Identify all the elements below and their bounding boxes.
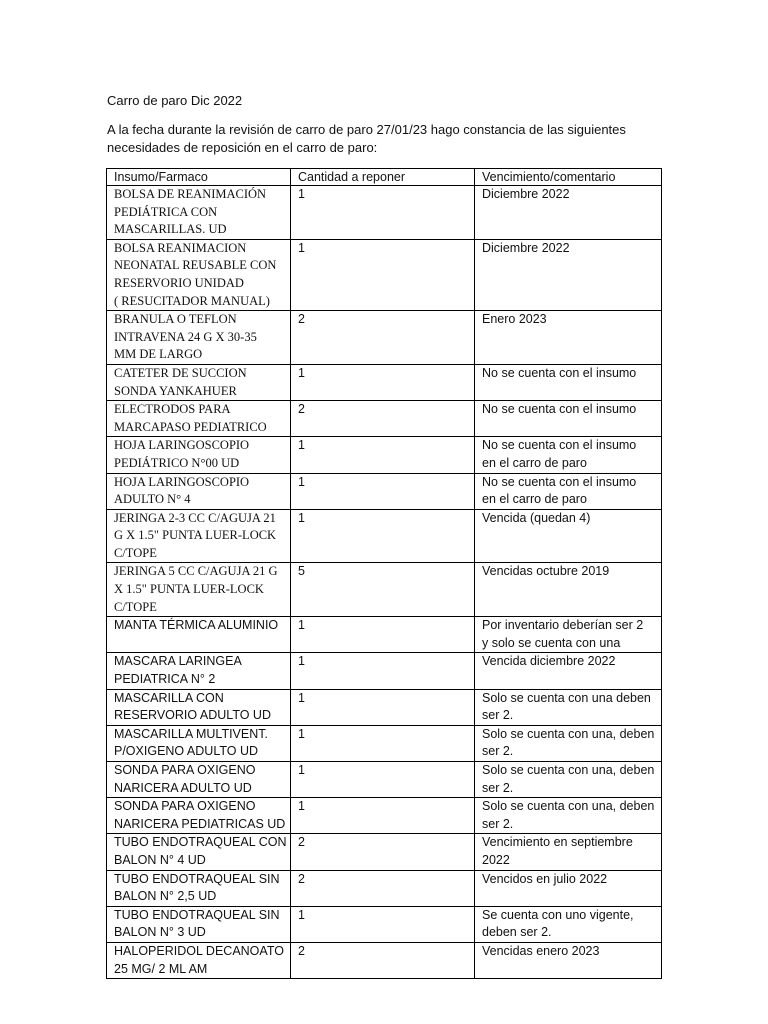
item-line: CATETER DE SUCCION	[114, 365, 247, 380]
item-cell	[107, 870, 291, 906]
item-line: ADULTO N° 4	[114, 492, 191, 507]
quantity-cell: 1	[291, 473, 475, 509]
item-line: ELECTRODOS PARA	[114, 402, 231, 417]
item-line: C/TOPE	[114, 545, 157, 560]
comment-line: ser 2.	[482, 780, 514, 795]
item-line: TUBO ENDOTRAQUEAL CON	[114, 835, 287, 850]
comment-cell	[475, 906, 662, 942]
table-row	[107, 239, 662, 310]
comment-line: No se cuenta con el insumo	[482, 474, 637, 489]
quantity-cell: 5	[291, 563, 475, 617]
item-cell	[107, 401, 291, 437]
quantity-cell: 1	[291, 437, 475, 473]
comment-line: ser 2.	[482, 816, 514, 831]
comment-line: Diciembre 2022	[482, 240, 570, 255]
comment-line: Se cuenta con uno vigente,	[482, 907, 634, 922]
comment-cell	[475, 725, 662, 761]
comment-cell	[475, 437, 662, 473]
comment-cell	[475, 798, 662, 834]
comment-line: Solo se cuenta con una, deben	[482, 799, 655, 814]
item-line: JERINGA 5 CC C/AGUJA 21 G	[114, 564, 278, 579]
item-cell	[107, 563, 291, 617]
item-line: HOJA LARINGOSCOPIO	[114, 438, 250, 453]
item-line: PEDIATRICA N° 2	[114, 672, 216, 687]
comment-line: No se cuenta con el insumo	[482, 365, 637, 380]
comment-line: Diciembre 2022	[482, 187, 570, 201]
table-header-row	[107, 169, 662, 186]
comment-line: Por inventario deberían ser 2	[482, 618, 644, 633]
item-cell	[107, 942, 291, 978]
table-row	[107, 834, 662, 870]
comment-cell	[475, 942, 662, 978]
comment-cell	[475, 563, 662, 617]
item-line: X 1.5" PUNTA LUER-LOCK	[114, 582, 264, 597]
comment-line: Vencidas enero 2023	[482, 943, 600, 958]
comment-line: No se cuenta con el insumo	[482, 438, 637, 453]
item-line: MASCARA LARINGEA	[114, 654, 242, 669]
comment-line: Vencida (quedan 4)	[482, 510, 591, 525]
item-line: MASCARILLA MULTIVENT.	[114, 726, 268, 741]
quantity-cell: 1	[291, 239, 475, 310]
comment-line: ser 2.	[482, 708, 514, 723]
quantity-cell: 1	[291, 689, 475, 725]
item-line: MASCARILLAS. UD	[114, 222, 227, 237]
table-row	[107, 509, 662, 563]
item-line: G X 1.5" PUNTA LUER-LOCK	[114, 528, 277, 543]
quantity-cell: 1	[291, 798, 475, 834]
table-row	[107, 364, 662, 400]
comment-cell	[475, 186, 662, 240]
quantity-cell: 1	[291, 364, 475, 400]
quantity-cell: 1	[291, 617, 475, 653]
comment-line: Solo se cuenta con una deben	[482, 690, 651, 705]
quantity-cell: 2	[291, 942, 475, 978]
item-line: MASCARILLA CON	[114, 690, 224, 705]
item-cell	[107, 509, 291, 563]
quantity-cell: 1	[291, 653, 475, 689]
table-row	[107, 401, 662, 437]
item-line: INTRAVENA 24 G X 30-35	[114, 329, 257, 344]
comment-cell	[475, 364, 662, 400]
comment-cell	[475, 870, 662, 906]
intro-paragraph: A la fecha durante la revisión de carro de paro 27/01/23 hago constancia de las siguientes necesidades de reposición en el carro de paro:	[107, 122, 626, 155]
header-cantidad: Cantidad a reponer	[291, 169, 475, 186]
quantity-cell: 1	[291, 725, 475, 761]
item-line: BALON N° 2,5 UD	[114, 889, 217, 904]
item-cell	[107, 311, 291, 365]
item-line: BALON N° 3 UD	[114, 925, 206, 940]
item-cell	[107, 186, 291, 240]
comment-cell	[475, 762, 662, 798]
comment-line: ser 2.	[482, 744, 514, 759]
item-cell	[107, 653, 291, 689]
item-cell	[107, 617, 291, 653]
comment-line: Vencida diciembre 2022	[482, 654, 616, 669]
table-row	[107, 653, 662, 689]
comment-line: en el carro de paro	[482, 492, 587, 507]
table-row	[107, 798, 662, 834]
item-line: RESERVORIO ADULTO UD	[114, 708, 271, 723]
item-line: HALOPERIDOL DECANOATO	[114, 943, 284, 958]
comment-cell	[475, 311, 662, 365]
comment-line: Solo se cuenta con una, deben	[482, 726, 655, 741]
header-vencimiento: Vencimiento/comentario	[475, 169, 662, 186]
quantity-cell: 2	[291, 311, 475, 365]
comment-cell	[475, 473, 662, 509]
quantity-cell: 1	[291, 906, 475, 942]
item-line: ( RESUCITADOR MANUAL)	[114, 293, 270, 308]
comment-line: Enero 2023	[482, 312, 547, 327]
header-insumo: Insumo/Farmaco	[107, 169, 291, 186]
item-line: BOLSA REANIMACION	[114, 240, 247, 255]
quantity-cell: 2	[291, 834, 475, 870]
comment-cell	[475, 239, 662, 310]
item-cell	[107, 798, 291, 834]
item-line: BOLSA DE REANIMACIÓN	[114, 187, 267, 201]
item-line: P/OXIGENO ADULTO UD	[114, 744, 259, 759]
item-line: NARICERA ADULTO UD	[114, 780, 252, 795]
item-line: HOJA LARINGOSCOPIO	[114, 474, 250, 489]
comment-cell	[475, 617, 662, 653]
item-line: SONDA PARA OXIGENO	[114, 763, 256, 777]
item-cell	[107, 834, 291, 870]
item-cell	[107, 473, 291, 509]
item-line: 25 MG/ 2 ML AM	[114, 961, 208, 976]
item-line: MANTA TÉRMICA ALUMINIO	[114, 618, 279, 633]
quantity-cell: 2	[291, 870, 475, 906]
comment-line: y solo se cuenta con una	[482, 635, 621, 650]
quantity-cell: 1	[291, 762, 475, 798]
supplies-table	[106, 168, 662, 979]
table-row	[107, 186, 662, 240]
item-cell	[107, 437, 291, 473]
item-line: SONDA PARA OXIGENO	[114, 799, 256, 814]
comment-cell	[475, 689, 662, 725]
table-row	[107, 906, 662, 942]
item-cell	[107, 689, 291, 725]
item-line: BRANULA O TEFLON	[114, 312, 237, 327]
table-row	[107, 762, 662, 798]
item-cell	[107, 906, 291, 942]
quantity-cell: 1	[291, 186, 475, 240]
comment-line: en el carro de paro	[482, 455, 587, 470]
item-line: RESERVORIO UNIDAD	[114, 275, 244, 290]
quantity-cell: 2	[291, 401, 475, 437]
item-line: C/TOPE	[114, 599, 157, 614]
comment-line: 2022	[482, 852, 510, 867]
item-cell	[107, 364, 291, 400]
item-line: NEONATAL REUSABLE CON	[114, 258, 277, 273]
comment-line: Vencidas octubre 2019	[482, 564, 610, 579]
item-line: TUBO ENDOTRAQUEAL SIN	[114, 907, 280, 922]
table-row	[107, 617, 662, 653]
table-row	[107, 942, 662, 978]
comment-line: Vencidos en julio 2022	[482, 871, 608, 886]
table-row	[107, 437, 662, 473]
item-line: SONDA YANKAHUER	[114, 383, 237, 398]
item-cell	[107, 725, 291, 761]
comment-cell	[475, 401, 662, 437]
comment-cell	[475, 834, 662, 870]
comment-line: Solo se cuenta con una, deben	[482, 763, 655, 777]
item-line: BALON N° 4 UD	[114, 852, 206, 867]
document-title: Carro de paro Dic 2022	[107, 93, 243, 108]
table-body	[107, 186, 662, 979]
item-cell	[107, 762, 291, 798]
item-line: NARICERA PEDIATRICAS UD	[114, 816, 286, 831]
quantity-cell: 1	[291, 509, 475, 563]
item-line: MARCAPASO PEDIATRICO	[114, 419, 267, 434]
comment-line: No se cuenta con el insumo	[482, 402, 637, 417]
table-row	[107, 689, 662, 725]
table-row	[107, 311, 662, 365]
comment-line: deben ser 2.	[482, 925, 552, 940]
comment-line: Vencimiento en septiembre	[482, 835, 633, 850]
item-line: MM DE LARGO	[114, 347, 203, 362]
comment-cell	[475, 653, 662, 689]
table-row	[107, 473, 662, 509]
table-row	[107, 725, 662, 761]
comment-cell	[475, 509, 662, 563]
item-line: PEDIÁTRICO N°00 UD	[114, 455, 240, 470]
item-line: JERINGA 2-3 CC C/AGUJA 21	[114, 510, 276, 525]
item-cell	[107, 239, 291, 310]
table-row	[107, 870, 662, 906]
table-row	[107, 563, 662, 617]
item-line: TUBO ENDOTRAQUEAL SIN	[114, 871, 280, 886]
item-line: PEDIÁTRICA CON	[114, 204, 218, 219]
